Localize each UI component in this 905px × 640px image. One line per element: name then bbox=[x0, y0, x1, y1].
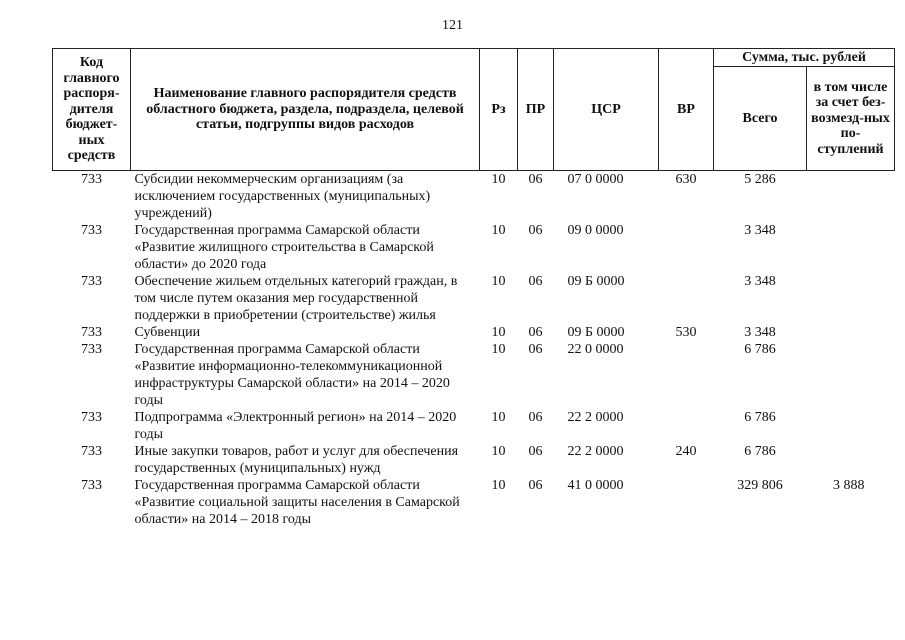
cell-vr bbox=[659, 477, 714, 528]
table-row bbox=[53, 409, 895, 443]
cell-rz: 10 bbox=[491, 342, 506, 357]
cell-name: Иные закупки товаров, работ и услуг для обеспечения государственных (муниципальных) нужд bbox=[134, 444, 459, 476]
cell-name: Государственная программа Самарской области «Развитие жилищного строительства в Самарской области» до 2020 года bbox=[134, 223, 434, 272]
cell-total: 6 786 bbox=[744, 342, 776, 357]
cell-vr: 630 bbox=[675, 172, 697, 187]
header-name: Наименование главного распорядителя средств областного бюджета, раздела, подраздела, целевой статьи, подгруппы видов расходов bbox=[131, 49, 480, 171]
cell-code: 733 bbox=[81, 325, 102, 340]
budget-table bbox=[52, 48, 895, 528]
cell-vr: 530 bbox=[675, 325, 697, 340]
cell-rz: 10 bbox=[491, 274, 506, 289]
cell-name: Субвенции bbox=[134, 325, 201, 340]
cell-vr bbox=[659, 222, 714, 273]
cell-name: Подпрограмма «Электронный регион» на 2014 – 2020 годы bbox=[134, 410, 457, 442]
cell-csr: 09 0 0000 bbox=[567, 223, 624, 238]
cell-rz: 10 bbox=[491, 444, 506, 459]
cell-rz: 10 bbox=[491, 410, 506, 425]
header-total: Всего bbox=[714, 67, 807, 171]
cell-rz: 10 bbox=[491, 478, 506, 493]
cell-name: Субсидии некоммерческим организациям (за исключением государственных (муниципальных) учреждений) bbox=[134, 172, 431, 221]
cell-pr: 06 bbox=[528, 223, 543, 238]
cell-gratuitous bbox=[807, 324, 895, 341]
table-row bbox=[53, 477, 895, 528]
cell-csr: 09 Б 0000 bbox=[567, 325, 625, 340]
header-rz: Рз bbox=[480, 49, 518, 171]
header-pr: ПР bbox=[518, 49, 554, 171]
cell-code: 733 bbox=[81, 478, 102, 493]
cell-gratuitous bbox=[807, 171, 895, 223]
cell-total: 329 806 bbox=[737, 478, 783, 493]
cell-total: 3 348 bbox=[744, 325, 776, 340]
table-row bbox=[53, 222, 895, 273]
header-sum: Сумма, тыс. рублей bbox=[714, 49, 895, 67]
cell-gratuitous: 3 888 bbox=[833, 478, 865, 493]
cell-rz: 10 bbox=[491, 172, 506, 187]
cell-code: 733 bbox=[81, 342, 102, 357]
cell-pr: 06 bbox=[528, 274, 543, 289]
header-vr: ВР bbox=[659, 49, 714, 171]
cell-name: Государственная программа Самарской области «Развитие социальной защиты населения в Самарской области» на 2014 – 2018 годы bbox=[134, 478, 460, 527]
header-code: Код главного распоря-дителя бюджет-ных средств bbox=[53, 49, 131, 171]
cell-total: 5 286 bbox=[744, 172, 776, 187]
cell-gratuitous bbox=[807, 443, 895, 477]
cell-gratuitous bbox=[807, 341, 895, 409]
page-number: 121 bbox=[442, 18, 463, 33]
table-row bbox=[53, 443, 895, 477]
cell-csr: 41 0 0000 bbox=[567, 478, 624, 493]
cell-vr bbox=[659, 409, 714, 443]
cell-csr: 09 Б 0000 bbox=[567, 274, 625, 289]
cell-rz: 10 bbox=[491, 325, 506, 340]
cell-gratuitous bbox=[807, 409, 895, 443]
cell-total: 3 348 bbox=[744, 223, 776, 238]
cell-gratuitous bbox=[807, 222, 895, 273]
cell-gratuitous bbox=[807, 273, 895, 324]
cell-pr: 06 bbox=[528, 444, 543, 459]
cell-code: 733 bbox=[81, 410, 102, 425]
cell-pr: 06 bbox=[528, 410, 543, 425]
cell-code: 733 bbox=[81, 172, 102, 187]
cell-code: 733 bbox=[81, 223, 102, 238]
cell-vr: 240 bbox=[675, 444, 697, 459]
cell-pr: 06 bbox=[528, 172, 543, 187]
cell-csr: 22 0 0000 bbox=[567, 342, 624, 357]
cell-csr: 22 2 0000 bbox=[567, 444, 624, 459]
header-csr: ЦСР bbox=[554, 49, 659, 171]
cell-vr bbox=[659, 273, 714, 324]
table-row bbox=[53, 273, 895, 324]
table-row bbox=[53, 341, 895, 409]
header-gratuitous: в том числе за счет без-возмезд-ных по-ступлений bbox=[807, 67, 895, 171]
cell-pr: 06 bbox=[528, 325, 543, 340]
cell-total: 6 786 bbox=[744, 410, 776, 425]
table-row bbox=[53, 171, 895, 223]
cell-name: Государственная программа Самарской области «Развитие информационно-телекоммуникационной инфраструктуры Самарской области» на 2014 – 2020 годы bbox=[134, 342, 450, 408]
cell-code: 733 bbox=[81, 274, 102, 289]
table-row bbox=[53, 324, 895, 341]
cell-pr: 06 bbox=[528, 478, 543, 493]
cell-code: 733 bbox=[81, 444, 102, 459]
cell-name: Обеспечение жильем отдельных категорий граждан, в том числе путем оказания мер государственной поддержки в приобретении (строительстве) жилья bbox=[134, 274, 458, 323]
cell-total: 3 348 bbox=[744, 274, 776, 289]
cell-rz: 10 bbox=[491, 223, 506, 238]
cell-total: 6 786 bbox=[744, 444, 776, 459]
cell-csr: 22 2 0000 bbox=[567, 410, 624, 425]
cell-vr bbox=[659, 341, 714, 409]
cell-pr: 06 bbox=[528, 342, 543, 357]
cell-csr: 07 0 0000 bbox=[567, 172, 624, 187]
